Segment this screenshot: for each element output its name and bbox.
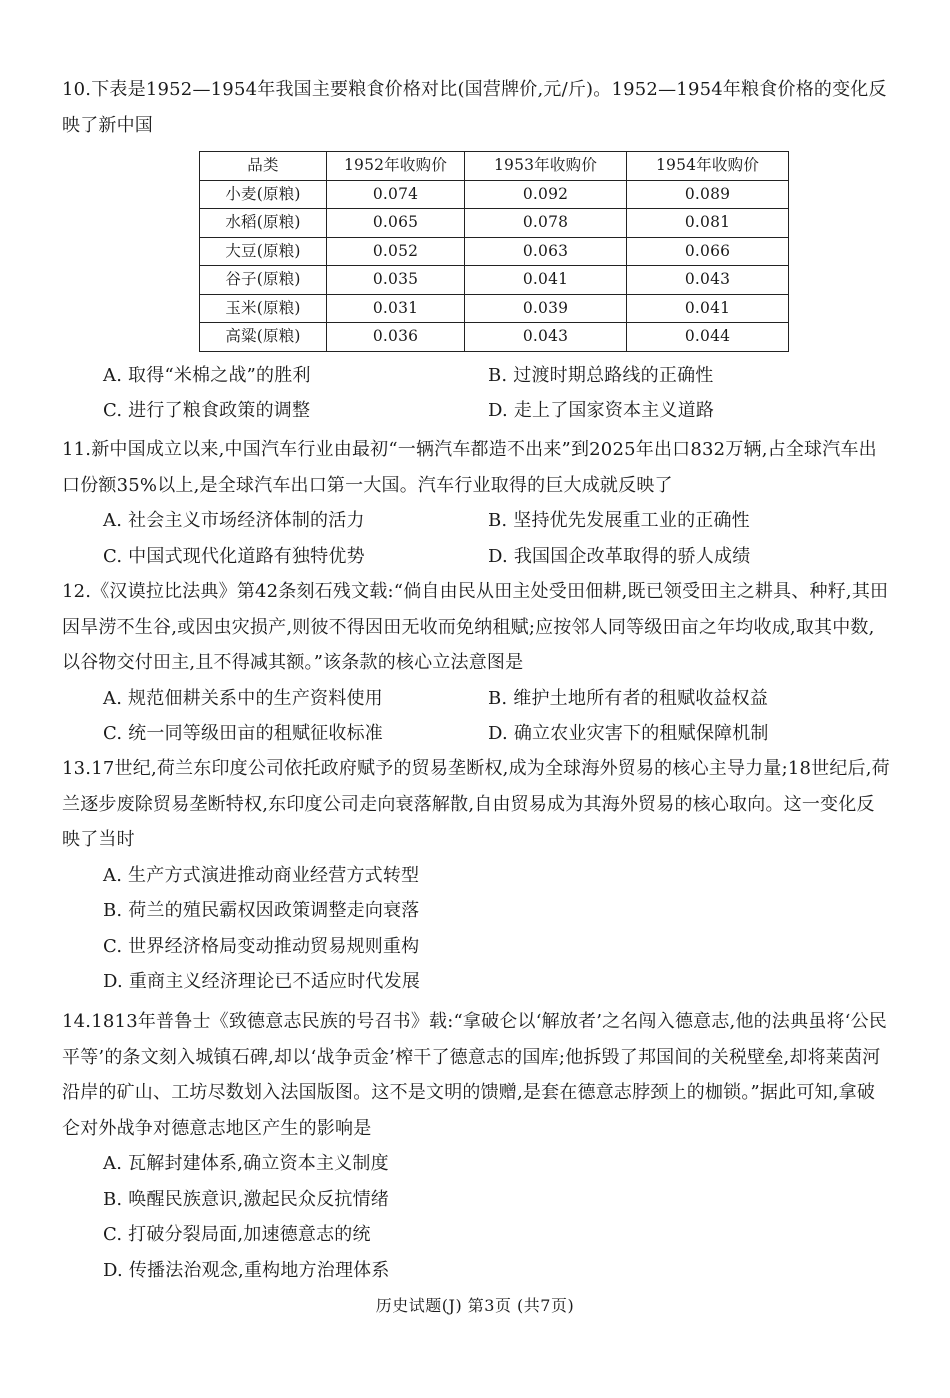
option-c[interactable]: C. 世界经济格局变动推动贸易规则重构	[103, 935, 420, 957]
option-b[interactable]: B. 过渡时期总路线的正确性	[488, 364, 714, 386]
table-cell: 玉米(原粮)	[200, 294, 327, 323]
option-b[interactable]: B. 坚持优先发展重工业的正确性	[488, 510, 750, 531]
table-header-row	[200, 152, 789, 181]
table-cell: 0.066	[627, 237, 789, 266]
option-d[interactable]: D. 走上了国家资本主义道路	[488, 400, 715, 421]
table-cell: 0.043	[465, 323, 627, 352]
option-b[interactable]: B. 唤醒民族意识,激起民众反抗情绪	[103, 1188, 389, 1210]
option-b[interactable]: B. 维护土地所有者的租赋收益权益	[488, 687, 769, 709]
question-stem	[62, 574, 892, 681]
table-header: 1954年收购价	[627, 152, 789, 181]
table-row	[200, 180, 789, 209]
options	[62, 1146, 892, 1288]
option-d[interactable]: D. 重商主义经济理论已不适应时代发展	[103, 971, 421, 992]
options	[62, 681, 892, 752]
option-d[interactable]: D. 传播法治观念,重构地方治理体系	[103, 1259, 390, 1281]
options	[62, 858, 892, 1000]
stem-text: 17世纪,荷兰东印度公司依托政府赋予的贸易垄断权,成为全球海外贸易的核心主导力量;18世纪后,荷兰逐步废除贸易垄断特权,东印度公司走向衰落解散,自由贸易成为其海外贸易的核心取向。这一变化反映了当时	[62, 758, 890, 850]
question-14	[62, 1004, 892, 1288]
stem-text: 《汉谟拉比法典》第42条刻石残文载:“倘自由民从田主处受田佃耕,既已领受田主之耕具、种籽,其田因旱涝不生谷,或因虫灾损产,则彼不得因田无收而免纳租赋;应按邻人同等级田亩之年均收成,取其中数,以谷物交付田主,且不得减其额。”该条款的核心立法意图是	[62, 581, 889, 673]
table-cell: 0.092	[465, 180, 627, 209]
table-cell: 0.081	[627, 209, 789, 238]
option-d[interactable]: D. 确立农业灾害下的租赋保障机制	[488, 723, 769, 744]
table-row	[200, 237, 789, 266]
table-cell: 0.052	[327, 237, 465, 266]
option-a[interactable]: A. 生产方式演进推动商业经营方式转型	[103, 864, 420, 886]
question-number: 10.	[62, 79, 92, 100]
question-stem	[62, 72, 892, 143]
table-cell: 0.041	[465, 266, 627, 295]
option-c[interactable]: C. 进行了粮食政策的调整	[103, 400, 311, 421]
question-13	[62, 751, 892, 1000]
table-header: 1953年收购价	[465, 152, 627, 181]
question-number: 13.	[62, 758, 92, 779]
option-a[interactable]: A. 取得“米棉之战”的胜利	[103, 364, 311, 386]
option-b[interactable]: B. 荷兰的殖民霸权因政策调整走向衰落	[103, 900, 420, 921]
question-12	[62, 574, 892, 752]
option-a[interactable]: A. 社会主义市场经济体制的活力	[103, 510, 365, 531]
table-cell: 0.039	[465, 294, 627, 323]
question-11	[62, 432, 892, 574]
option-c[interactable]: C. 统一同等级田亩的租赋征收标准	[103, 723, 383, 744]
table-cell: 0.036	[327, 323, 465, 352]
question-stem	[62, 1004, 892, 1146]
table-cell: 0.044	[627, 323, 789, 352]
table-header: 1952年收购价	[327, 152, 465, 181]
table-cell: 高粱(原粮)	[200, 323, 327, 352]
option-c[interactable]: C. 中国式现代化道路有独特优势	[103, 545, 365, 567]
question-number: 14.	[62, 1011, 92, 1032]
table-cell: 0.063	[465, 237, 627, 266]
table-cell: 0.074	[327, 180, 465, 209]
table-row	[200, 294, 789, 323]
table-row	[200, 323, 789, 352]
stem-text: 1813年普鲁士《致德意志民族的号召书》载:“拿破仑以‘解放者’之名闯入德意志,他的法典虽将‘公民平等’的条文刻入城镇石碑,却以‘战争贡金’榨干了德意志的国库;他拆毁了邦国间的关税壁垒,却将莱茵河沿岸的矿山、工坊尽数划入法国版图。这不是文明的馈赠,是套在德意志脖颈上的枷锁。”据此可知,拿破仑对外战争对德意志地区产生的影响是	[62, 1011, 887, 1139]
table-cell: 0.041	[627, 294, 789, 323]
table-cell: 0.031	[327, 294, 465, 323]
question-stem	[62, 751, 892, 858]
option-c[interactable]: C. 打破分裂局面,加速德意志的统	[103, 1224, 371, 1245]
option-a[interactable]: A. 瓦解封建体系,确立资本主义制度	[103, 1153, 389, 1174]
table-cell: 0.043	[627, 266, 789, 295]
page-footer: 历史试题(J) 第3页 (共7页)	[375, 1296, 575, 1315]
table-cell: 0.065	[327, 209, 465, 238]
stem-text: 下表是1952—1954年我国主要粮食价格对比(国营牌价,元/斤)。1952—1954年粮食价格的变化反映了新中国	[62, 79, 887, 136]
table-cell: 大豆(原粮)	[200, 237, 327, 266]
table-cell: 0.078	[465, 209, 627, 238]
options	[62, 358, 892, 429]
table-cell: 谷子(原粮)	[200, 266, 327, 295]
stem-text: 新中国成立以来,中国汽车行业由最初“一辆汽车都造不出来”到2025年出口832万辆,占全球汽车出口份额35%以上,是全球汽车出口第一大国。汽车行业取得的巨大成就反映了	[62, 439, 877, 496]
grain-price-table	[199, 151, 789, 352]
options	[62, 503, 892, 574]
question-number: 11.	[62, 439, 92, 460]
table-row	[200, 209, 789, 238]
table-header: 品类	[200, 152, 327, 181]
table-cell: 小麦(原粮)	[200, 180, 327, 209]
table-cell: 0.089	[627, 180, 789, 209]
question-stem	[62, 432, 892, 503]
table-cell: 0.035	[327, 266, 465, 295]
table-row	[200, 266, 789, 295]
question-number: 12.	[62, 581, 92, 602]
option-d[interactable]: D. 我国国企改革取得的骄人成绩	[488, 545, 751, 567]
question-10	[62, 72, 892, 429]
option-a[interactable]: A. 规范佃耕关系中的生产资料使用	[103, 687, 383, 709]
table-cell: 水稻(原粮)	[200, 209, 327, 238]
